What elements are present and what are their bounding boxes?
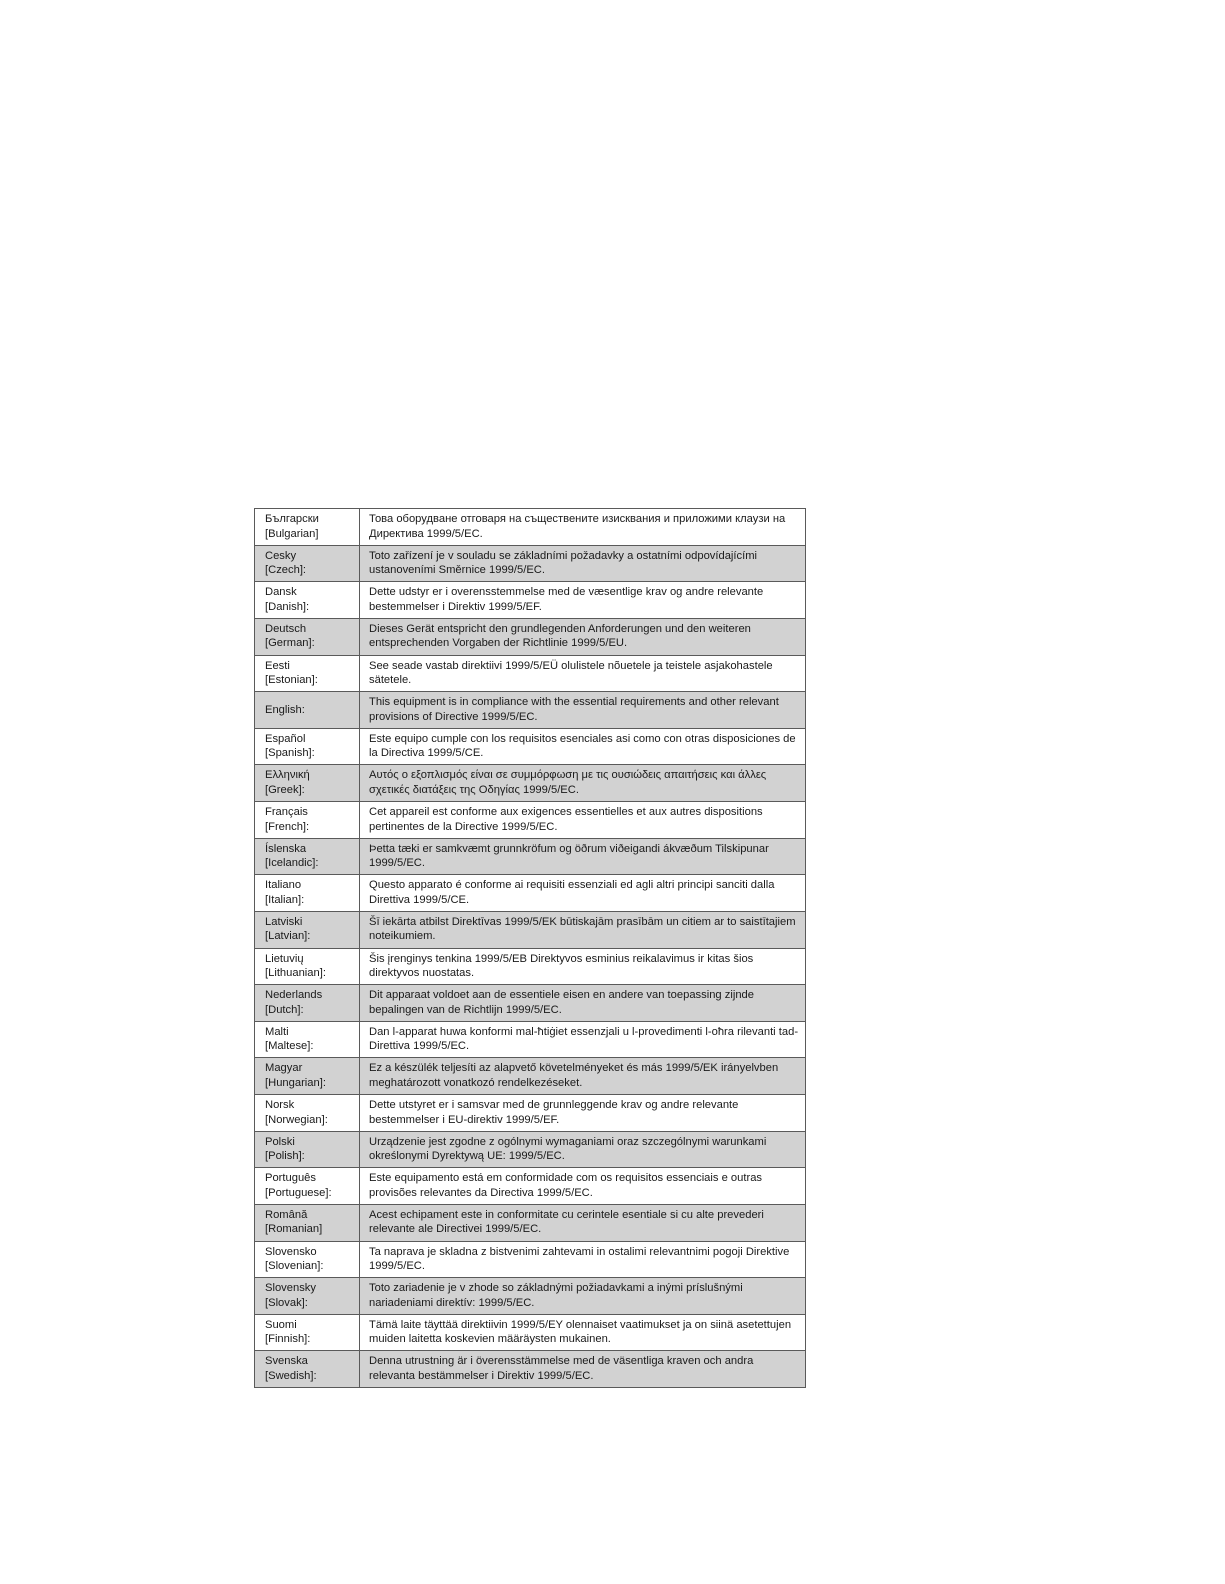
table-row [255,948,805,985]
declaration-text: Dieses Gerät entspricht den grundlegenden Anforderungen und den weiteren entsprechenden Vorgaben der Richtlinie 1999/5/EU. [369,622,751,650]
language-name: English: [265,703,305,716]
table-row [255,581,805,618]
table-row [255,1350,805,1387]
language-cell [255,1022,360,1058]
language-name: Română [265,1208,308,1221]
language-cell [255,1168,360,1204]
language-name: Italiano [265,879,302,892]
language-code: [French]: [265,820,310,833]
language-cell [255,839,360,875]
language-cell [255,1242,360,1278]
table-row [255,764,805,801]
language-cell [255,765,360,801]
table-row [255,509,805,545]
table-row [255,655,805,692]
table-row [255,1167,805,1204]
declaration-text: See seade vastab direktiivi 1999/5/EÜ olulistele nõuetele ja teistele asjakohastele sätetele. [369,659,773,686]
table-row [255,801,805,838]
language-code: [Slovak]: [265,1296,308,1309]
language-name: Cesky [265,549,297,562]
language-cell [255,1315,360,1351]
language-cell [255,1351,360,1387]
table-row [255,545,805,582]
declaration-text: Toto zariadenie je v zhode so základnými požiadavkami a inými príslušnými nariadeniami direktív: 1999/5/EC. [369,1282,743,1309]
language-code: [Slovenian]: [265,1260,324,1272]
table-row [255,1094,805,1131]
language-code: [Romanian] [265,1223,323,1236]
language-name: Slovensky [265,1282,316,1295]
declaration-text: Toto zařízení je v souladu se základními požadavky a ostatními odpovídajícími ustanoveními Směrnice 1999/5/EC. [369,549,758,577]
language-code: [German]: [265,637,315,650]
language-name: Deutsch [265,622,307,635]
declaration-text: Dan l-apparat huwa konformi mal-ħtiġiet essenzjali u l-provedimenti l-oħra rilevanti tad-Direttiva 1999/5/EC. [369,1025,799,1053]
table-row [255,838,805,875]
language-code: [Czech]: [265,564,307,577]
language-cell [255,1278,360,1314]
language-name: Suomi [265,1318,297,1331]
declaration-text: Dit apparaat voldoet aan de essentiele eisen en andere van toepassing zijnde bepalingen van de Richtlijn 1999/5/EC. [369,989,754,1016]
language-cell [255,949,360,985]
language-code: [Bulgarian] [265,527,319,540]
language-name: Nederlands [265,989,323,1002]
language-name: Português [265,1172,316,1185]
declaration-text: Ez a készülék teljesíti az alapvető követelményeket és más 1999/5/EK irányelvben meghatározott vonatkozó rendelkezéseket. [369,1062,779,1089]
table-row [255,691,805,728]
declaration-text: Questo apparato é conforme ai requisiti essenziali ed agli altri principi sanciti dalla Direttiva 1999/5/CE. [369,879,775,906]
language-cell [255,1058,360,1094]
declaration-text: Þetta tæki er samkvæmt grunnkröfum og öðrum viðeigandi ákvæðum Tilskipunar 1999/5/EC. [369,842,769,870]
language-name: Malti [265,1025,289,1038]
language-code: [Danish]: [265,600,310,613]
language-name: Eesti [265,659,290,672]
language-cell [255,729,360,765]
language-cell [255,546,360,582]
language-code: [Portuguese]: [265,1186,332,1199]
language-code: [Dutch]: [265,1003,304,1016]
table-row [255,1057,805,1094]
language-code: [Polish]: [265,1150,305,1163]
language-cell [255,1095,360,1131]
declaration-text: Acest echipament este in conformitate cu cerintele esentiale si cu alte prevederi relevante ale Directivei 1999/5/EC. [369,1208,764,1236]
language-name: Svenska [265,1355,308,1368]
table-row [255,1021,805,1058]
declaration-table [254,508,806,1388]
language-name: Latviski [265,915,303,928]
language-code: [Maltese]: [265,1040,314,1053]
language-name: Magyar [265,1062,303,1075]
declaration-text: Ta naprava je skladna z bistvenimi zahtevami in ostalimi relevantnimi pogoji Direktive 1999/5/EC. [369,1245,790,1272]
table-row [255,1204,805,1241]
declaration-text: Dette udstyr er i overensstemmelse med de væsentlige krav og andre relevante bestemmelser i Direktiv 1999/5/EF. [369,586,764,613]
language-cell [255,802,360,838]
language-code: [Spanish]: [265,747,315,760]
declaration-text: Šī iekārta atbilst Direktīvas 1999/5/EK būtiskajām prasībām un citiem ar to saistītajiem noteikumiem. [369,915,796,943]
declaration-text: Tämä laite täyttää direktiivin 1999/5/EY olennaiset vaatimukset ja on siinä asetettujen muiden laitetta koskevien määräysten mukainen. [369,1318,792,1346]
declaration-text: Cet appareil est conforme aux exigences essentielles et aux autres dispositions pertinentes de la Directive 1999/5/EC. [369,806,763,833]
declaration-text: Šis įrenginys tenkina 1999/5/EB Direktyvos esminius reikalavimus ir kitas šios direktyvos nuostatas. [369,952,754,979]
table-row [255,1277,805,1314]
language-cell [255,1132,360,1168]
language-name: Íslenska [265,842,307,855]
language-code: [Icelandic]: [265,857,319,870]
declaration-text: Denna utrustning är i överensstämmelse med de väsentliga kraven och andra relevanta bestämmelser i Direktiv 1999/5/EC. [369,1355,754,1382]
declaration-text: Urządzenie jest zgodne z ogólnymi wymaganiami oraz szczególnymi warunkami określonymi Dyrektywą UE: 1999/5/EC. [369,1135,767,1163]
table-row [255,984,805,1021]
table-row [255,1241,805,1278]
language-cell [255,912,360,948]
table-row [255,1314,805,1351]
table-row [255,911,805,948]
language-name: Français [265,806,308,818]
language-cell [255,692,360,728]
declaration-text: This equipment is in compliance with the essential requirements and other relevant provisions of Directive 1999/5/EC. [369,696,779,723]
language-name: Български [265,513,319,525]
language-cell [255,582,360,618]
language-name: Slovensko [265,1245,317,1258]
language-code: [Estonian]: [265,674,318,686]
language-code: [Lithuanian]: [265,967,326,979]
language-code: [Finnish]: [265,1333,311,1346]
language-cell [255,985,360,1021]
language-cell [255,656,360,692]
declaration-text: Αυτός ο εξοπλισμός είναι σε συμμόρφωση με τις ουσιώδεις απαιτήσεις και άλλες σχετικές διατάξεις της Οδηγίας 1999/5/EC. [369,769,767,796]
declaration-text: Това оборудване отговаря на съществените изисквания и приложими клаузи на Директива 1999/5/EC. [369,513,786,540]
language-code: [Norwegian]: [265,1113,328,1126]
language-cell [255,509,360,545]
language-name: Ελληνική [265,769,310,782]
language-name: Lietuvių [265,952,304,965]
language-name: Norsk [265,1099,295,1111]
table-row [255,618,805,655]
language-code: [Greek]: [265,783,305,796]
language-cell [255,875,360,911]
declaration-text: Dette utstyret er i samsvar med de grunnleggende krav og andre relevante bestemmelser i EU-direktiv 1999/5/EF. [369,1099,739,1126]
table-row [255,874,805,911]
language-code: [Hungarian]: [265,1076,326,1089]
language-code: [Swedish]: [265,1369,317,1382]
language-code: [Italian]: [265,893,305,906]
table-row [255,728,805,765]
language-code: [Latvian]: [265,930,311,943]
declaration-text: Este equipamento está em conformidade com os requisitos essenciais e outras provisões relevantes da Directiva 1999/5/EC. [369,1172,763,1199]
language-cell [255,1205,360,1241]
declaration-text: Este equipo cumple con los requisitos esenciales asi como con otras disposiciones de la Directiva 1999/5/CE. [369,732,796,760]
language-cell [255,619,360,655]
table-row [255,1131,805,1168]
language-name: Polski [265,1135,295,1148]
language-name: Español [265,732,306,745]
language-name: Dansk [265,586,297,599]
